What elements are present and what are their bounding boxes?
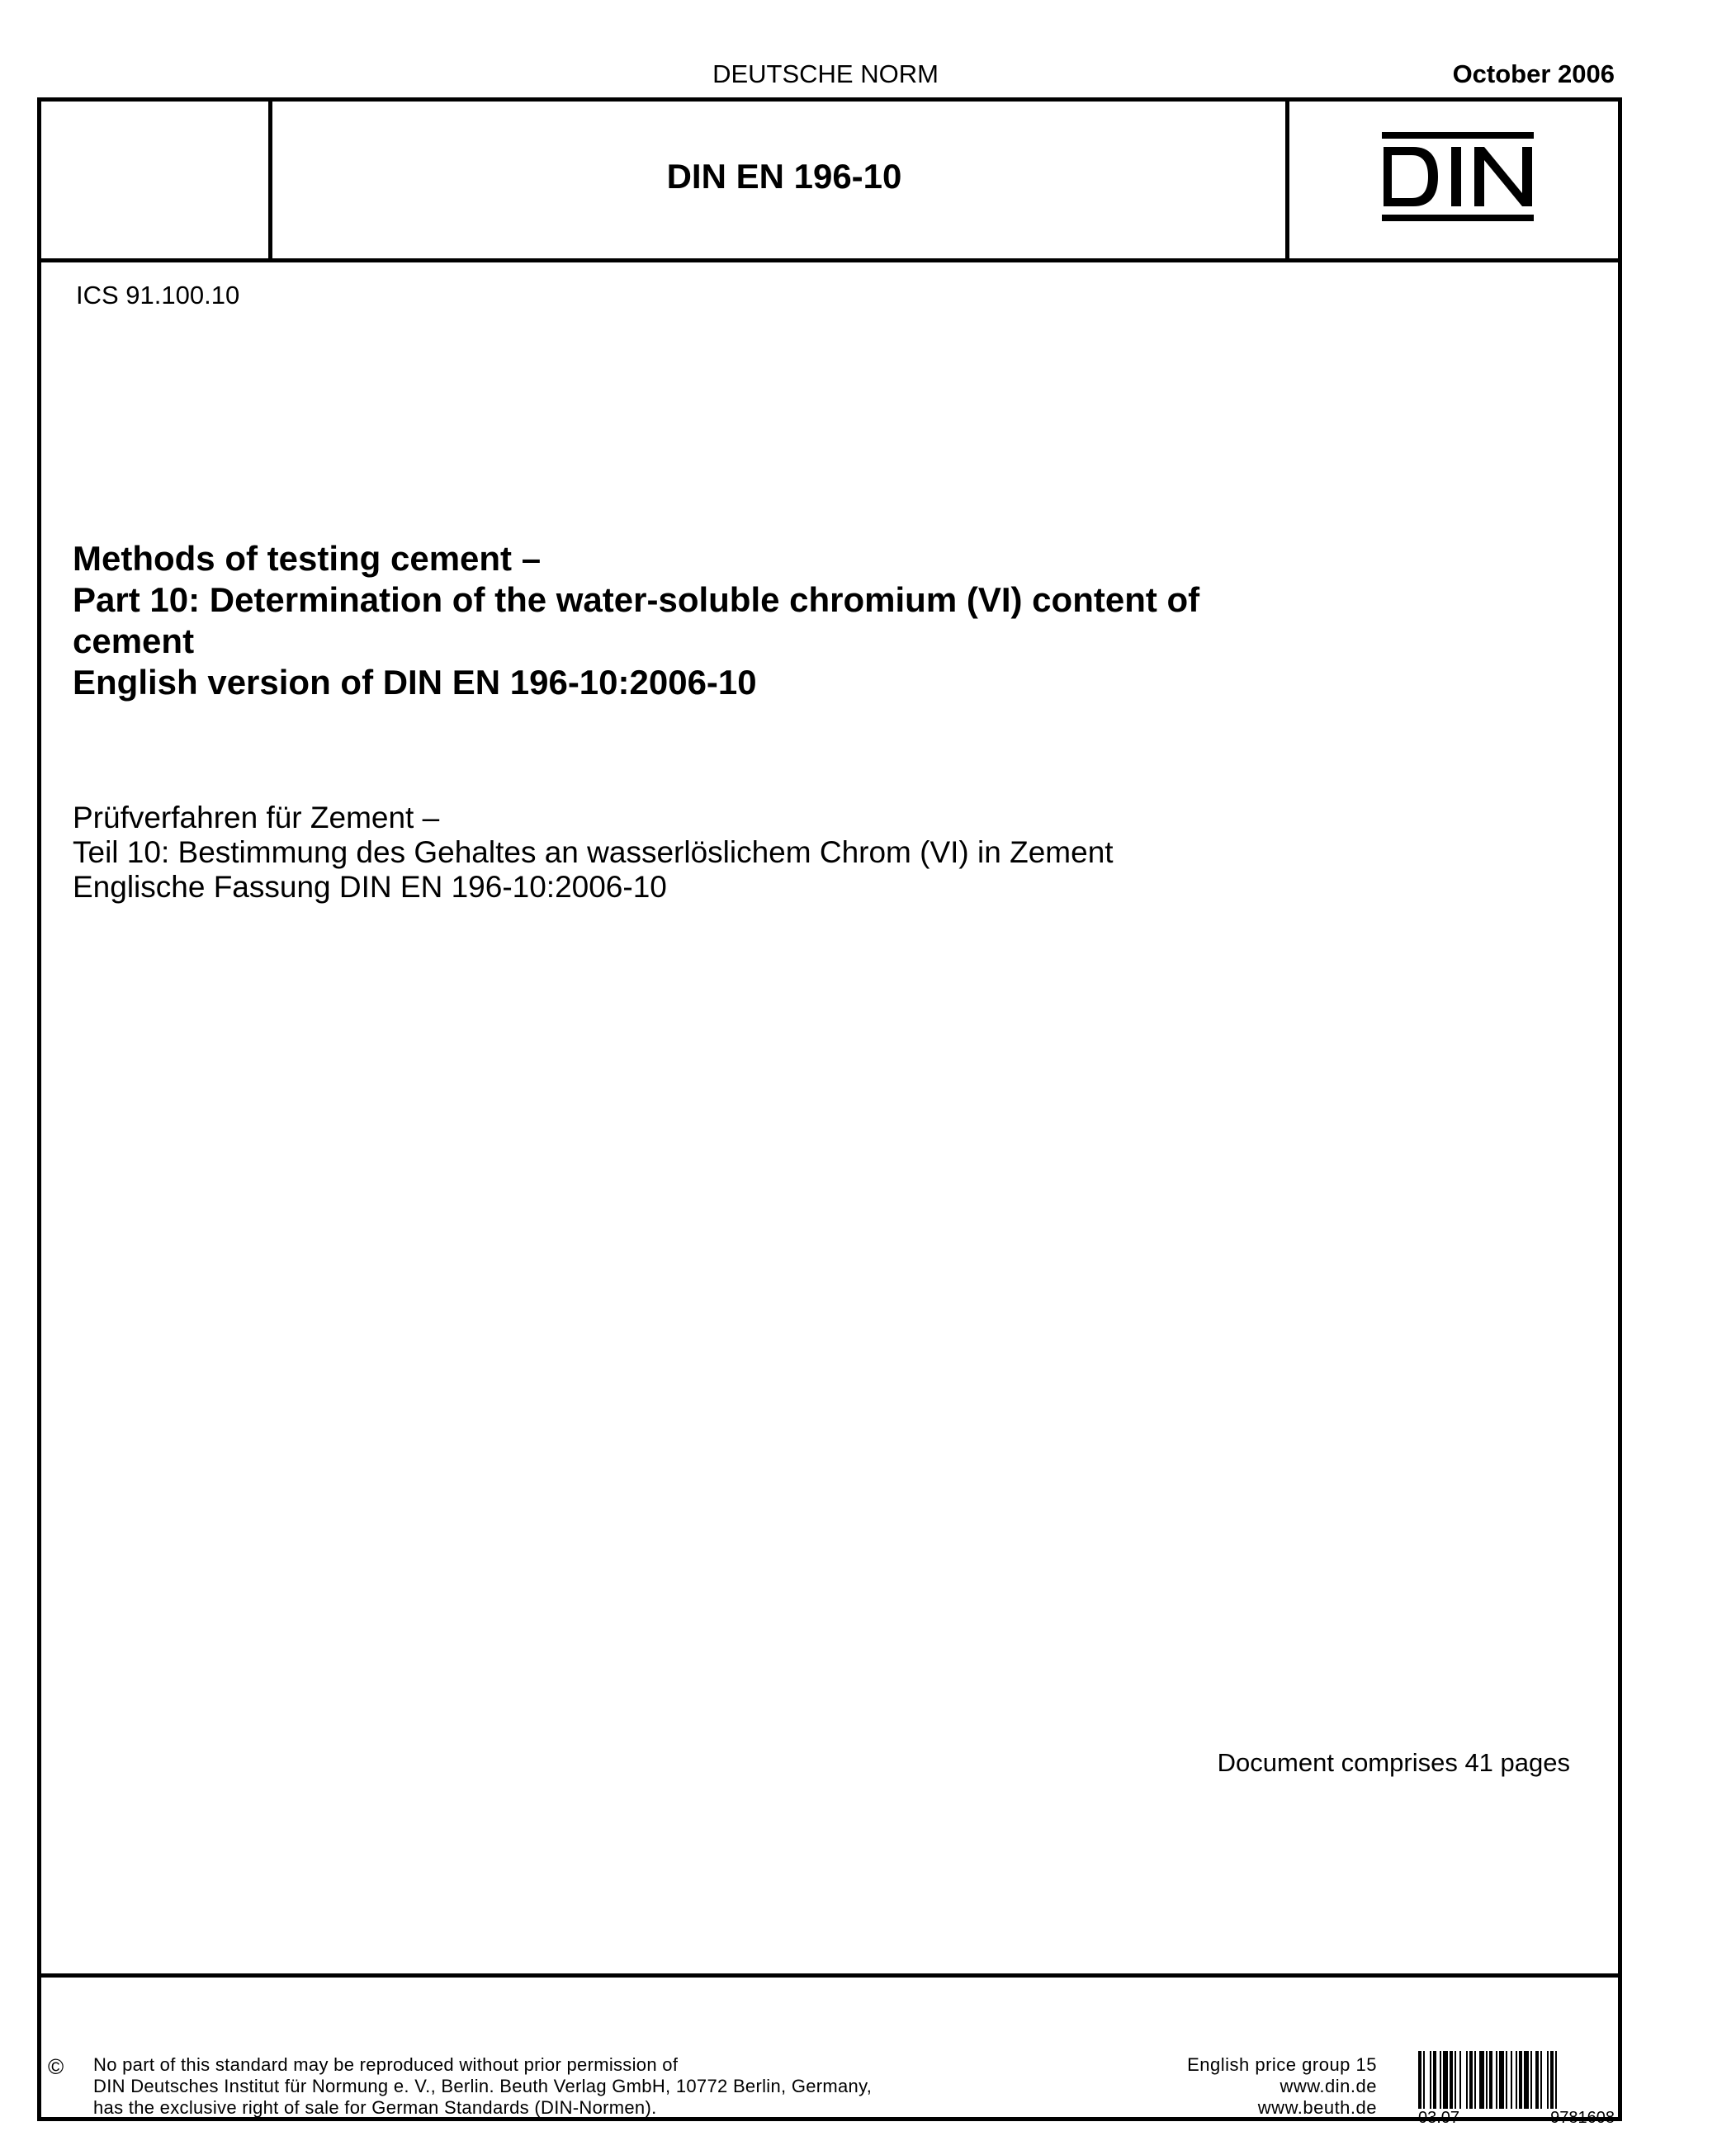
title-block-left-divider <box>268 97 272 262</box>
publication-date: October 2006 <box>1452 59 1615 88</box>
copyright-notice-line: DIN Deutsches Institut für Normung e. V., Berlin. Beuth Verlag GmbH, 10772 Berlin, Germany, <box>93 2076 873 2096</box>
copyright-notice-line: has the exclusive right of sale for German Standards (DIN-Normen). <box>93 2097 657 2118</box>
copyright-notice <box>93 2054 1125 2119</box>
title-german-line: Prüfverfahren für Zement – <box>73 801 440 834</box>
price-group: English price group 15 <box>1187 2054 1377 2075</box>
title-english-line: Methods of testing cement – <box>73 539 542 578</box>
page-count-note: Document comprises 41 pages <box>1217 1748 1570 1777</box>
standard-type-label: DEUTSCHE NORM <box>712 59 939 88</box>
copyright-icon: © <box>48 2054 64 2079</box>
document-number: DIN EN 196-10 <box>666 157 902 196</box>
title-english-line: Part 10: Determination of the water-soluble chromium (VI) content of <box>73 580 1200 619</box>
title-german-line: Englische Fassung DIN EN 196-10:2006-10 <box>73 870 667 904</box>
barcode-icon <box>1418 2051 1615 2109</box>
copyright-notice-line: No part of this standard may be reproduced without prior permission of <box>93 2054 679 2075</box>
din-link[interactable]: www.din.de <box>1280 2076 1377 2096</box>
din-logo <box>1380 130 1535 223</box>
title-english-line: English version of DIN EN 196-10:2006-10 <box>73 663 757 702</box>
beuth-link[interactable]: www.beuth.de <box>1257 2097 1377 2118</box>
barcode-left-number: 03.07 <box>1418 2109 1460 2127</box>
barcode-right-number: 9781608 <box>1550 2109 1615 2127</box>
bottom-divider <box>37 1973 1622 1978</box>
price-and-links <box>1073 2054 1377 2119</box>
title-german <box>73 801 1600 905</box>
title-block-divider <box>37 258 1622 262</box>
ics-code: ICS 91.100.10 <box>76 281 240 310</box>
title-english-line: cement <box>73 621 195 660</box>
title-german-line: Teil 10: Bestimmung des Gehaltes an wasserlöslichem Chrom (VI) in Zement <box>73 835 1114 869</box>
page-frame <box>37 97 1622 2121</box>
title-english <box>73 538 1600 703</box>
barcode-numbers <box>1418 2109 1615 2127</box>
